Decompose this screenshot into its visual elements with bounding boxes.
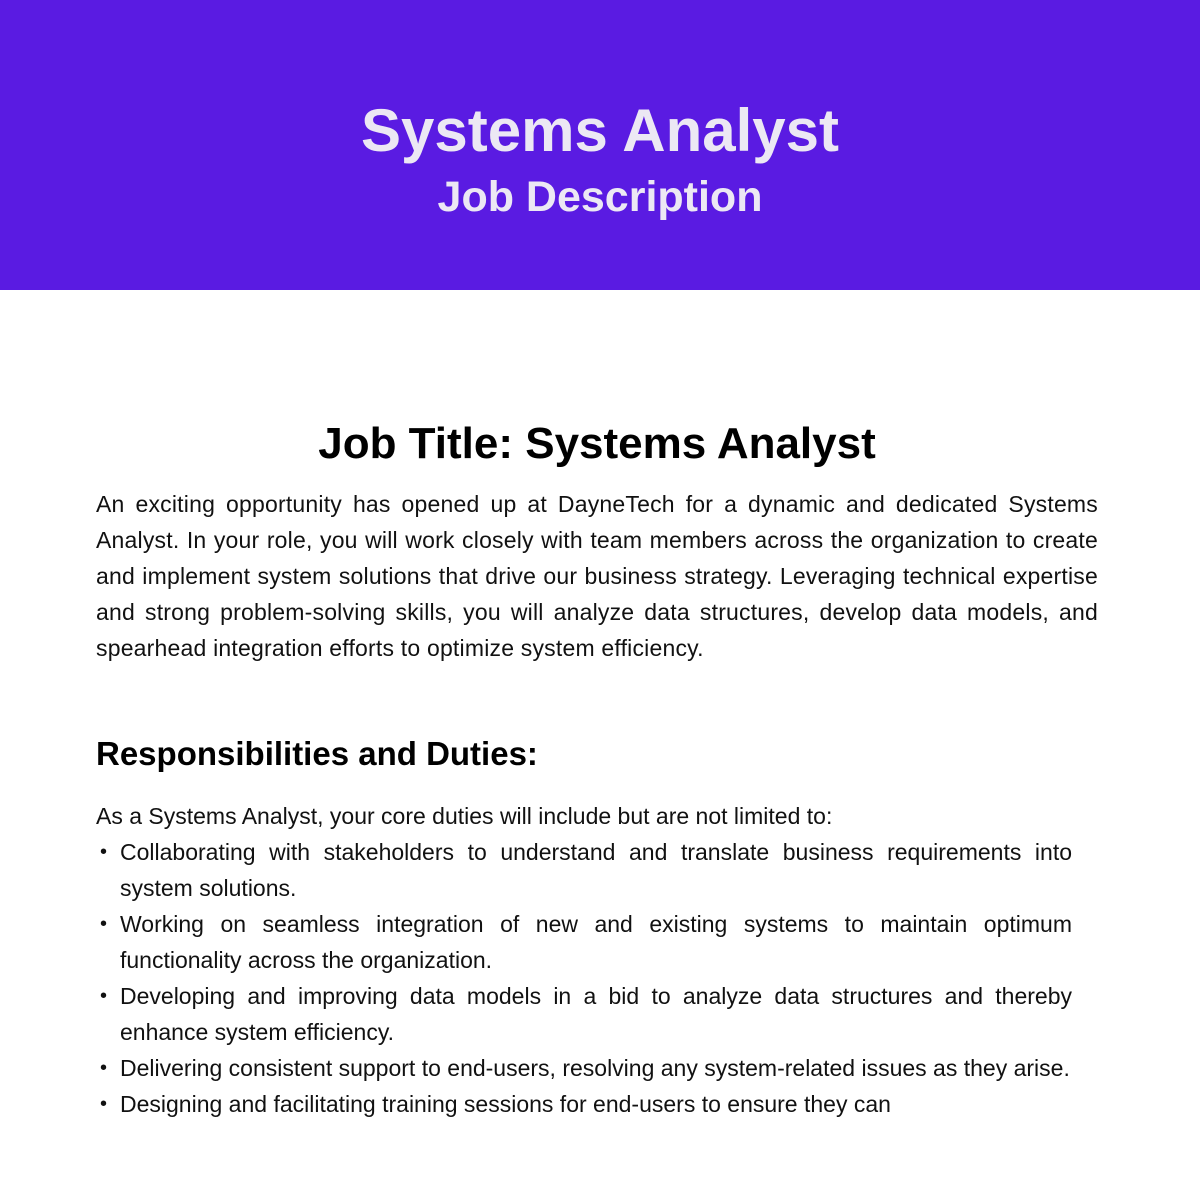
bullet-icon: • bbox=[100, 1057, 108, 1079]
header-subtitle: Job Description bbox=[437, 173, 763, 221]
duty-text: Collaborating with stakeholders to understand and translate business requirements into system solutions. bbox=[120, 839, 1072, 901]
bullet-icon: • bbox=[100, 841, 108, 863]
bullet-icon: • bbox=[100, 985, 108, 1007]
duty-text: Designing and facilitating training sessions for end-users to ensure they can bbox=[120, 1091, 891, 1117]
job-title: Job Title: Systems Analyst bbox=[318, 419, 876, 468]
duty-text: Working on seamless integration of new and existing systems to maintain optimum functionality across the organization. bbox=[120, 911, 1072, 973]
bullet-icon: • bbox=[100, 1093, 108, 1115]
duty-item bbox=[96, 1050, 1072, 1086]
intro-paragraph: An exciting opportunity has opened up at DayneTech for a dynamic and dedicated Systems Analyst. In your role, you will work closely with team members across the organization to create and implement system solutions that drive our business strategy. Leveraging technical expertise and strong problem-solving skills, you will analyze data structures, develop data models, and spearhead integration efforts to optimize system efficiency. bbox=[96, 491, 1098, 661]
header-title: Systems Analyst bbox=[360, 97, 839, 164]
duty-item bbox=[96, 1086, 1072, 1122]
duty-item bbox=[96, 906, 1072, 978]
duties-list bbox=[96, 834, 1072, 1122]
bullet-icon: • bbox=[100, 913, 108, 935]
duty-item bbox=[96, 834, 1072, 906]
header-banner bbox=[0, 0, 1200, 290]
duty-text: Developing and improving data models in a bid to analyze data structures and thereby enhance system efficiency. bbox=[120, 983, 1072, 1045]
document-body bbox=[96, 414, 1098, 1122]
duty-item bbox=[96, 978, 1072, 1050]
responsibilities-lead: As a Systems Analyst, your core duties will include but are not limited to: bbox=[96, 803, 833, 829]
duty-text: Delivering consistent support to end-users, resolving any system-related issues as they arise. bbox=[120, 1055, 1070, 1081]
responsibilities-heading: Responsibilities and Duties: bbox=[96, 735, 538, 772]
